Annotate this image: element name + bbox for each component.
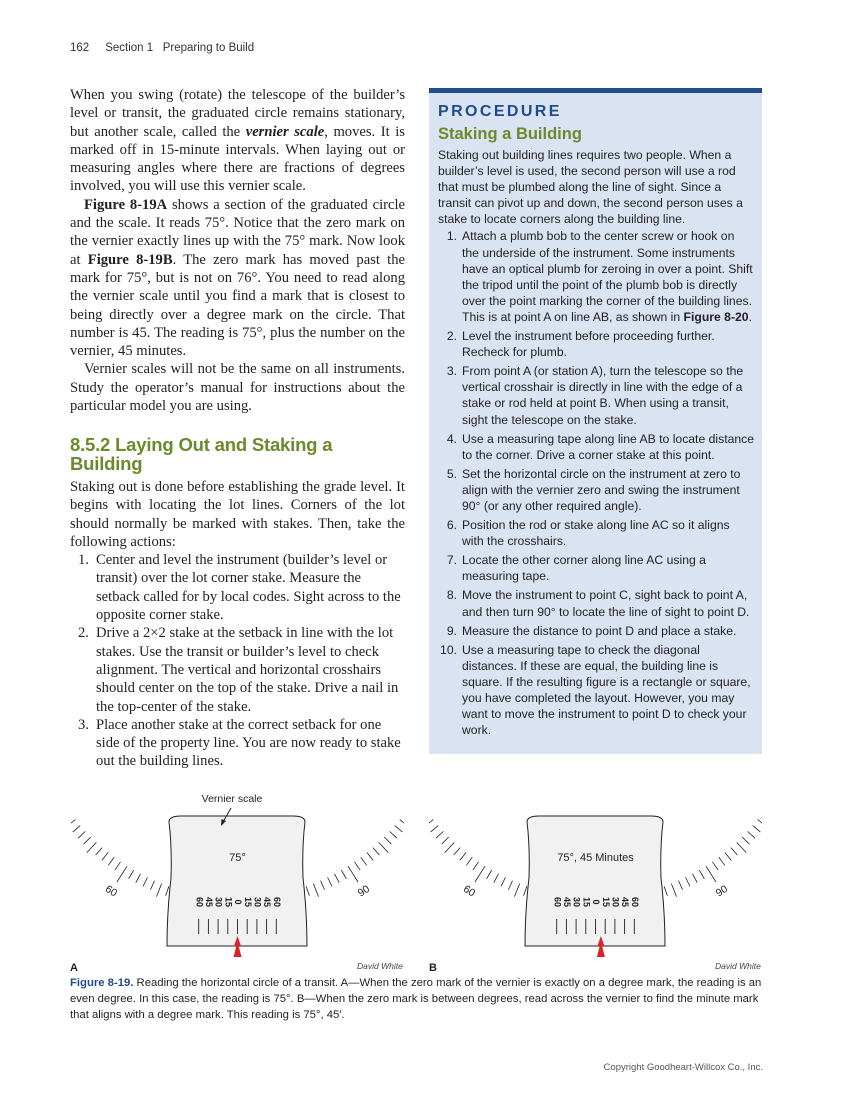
tick-mark <box>515 884 520 897</box>
tick-mark <box>87 842 97 852</box>
figure-ref-8-19b: Figure 8-19B <box>87 251 173 268</box>
paragraph-staking: Staking out is done before establishing the grade level. It begins with locating the lot lines. Corners of the lot should normally be marked with stakes. Then, take the following actions: <box>70 478 405 550</box>
tick-mark <box>436 831 443 838</box>
procedure-intro: Staking out building lines requires two people. When a builder’s level is used, the second person will use a rod that must be plumbed along the line of sight. Since a transit can pivot up and down, the second person uses a stake to locate corners along the building line. <box>438 148 743 227</box>
tick-mark <box>737 842 747 852</box>
tick-mark <box>102 853 108 861</box>
tick-mark <box>748 831 755 838</box>
list-item: 1. Center and level the instrument (builder’s level or transit) over the lot corner stake. Measure the setback called for by local codes. Sight across to the opposite corner stake. <box>78 552 401 624</box>
tick-mark <box>115 862 121 870</box>
list-item: 10. Use a measuring tape to check the diagonal distances. If these are equal, the building line is square. If the resulting figure is a rectangle or square, you have completed the layout. However, you may want to move the instrument to point D to check your work. <box>440 642 751 738</box>
list-item: 5. Set the horizontal circle on the instrument at zero to align with the vernier zero and swing the instrument 90° (or any other required angle). <box>446 466 741 513</box>
vernier-label: 15 <box>600 896 611 908</box>
tick-mark <box>129 870 134 879</box>
copyright-notice: Copyright Goodheart-Willcox Co., Inc. <box>603 1062 763 1073</box>
tick-mark <box>679 881 683 890</box>
tick-mark <box>96 848 103 856</box>
tick-mark <box>354 862 360 870</box>
list-item: 6. Position the rod or stake along line AC so it aligns with the crosshairs. <box>446 518 730 549</box>
left-step-list <box>70 551 405 771</box>
figure-panel-b <box>429 786 762 959</box>
figure-ref-8-19a: Figure 8-19A <box>84 196 168 213</box>
list-item: 9. Measure the distance to point D and place a stake. <box>446 623 737 638</box>
tick-mark <box>335 874 340 883</box>
tick-mark <box>429 820 433 826</box>
list-item: 3. Place another stake at the correct setback for one side of the property line. You are now ready to stake out the building lines. <box>78 716 401 770</box>
procedure-steps <box>438 228 754 738</box>
tick-mark <box>524 886 527 895</box>
tick-mark <box>373 848 380 856</box>
tick-mark <box>321 881 325 890</box>
caption-label: Figure 8-19. <box>70 977 134 989</box>
figure-caption <box>70 975 770 1023</box>
tick-mark <box>150 881 154 890</box>
tick-mark <box>136 874 141 883</box>
term-vernier-scale: vernier scale <box>245 123 325 140</box>
tick-mark <box>699 870 704 879</box>
procedure-title: Staking a Building <box>438 125 582 143</box>
tick-mark <box>753 826 761 833</box>
vernier-label: 60 <box>194 896 205 908</box>
circle-label: 60 <box>103 883 120 900</box>
list-item: 2. Drive a 2×2 stake at the setback in line with the lot stakes. Use the transit or builder’s level to check alignment. The vertical and horizontal crosshairs should center on the top of the stake. Drive a nail in the top-center of the stake. <box>78 625 399 715</box>
vernier-label: 60 <box>271 896 282 908</box>
tick-mark <box>143 877 147 886</box>
tick-mark <box>712 862 718 870</box>
tick-mark <box>475 866 485 882</box>
tick-mark <box>725 853 731 861</box>
tick-mark <box>395 826 403 833</box>
tick-mark <box>431 826 439 833</box>
tick-mark <box>348 866 358 882</box>
vernier-plate <box>167 816 307 946</box>
tick-mark <box>117 866 127 882</box>
list-item: 8. Move the instrument to point C, sight back to point A, and then turn 90° to locate the line of sight to point D. <box>446 588 750 619</box>
tick-mark <box>508 881 512 890</box>
tick-mark <box>454 848 461 856</box>
vernier-label: 30 <box>213 896 224 908</box>
caption-text: Reading the horizontal circle of a transit. A—When the zero mark of the vernier is exactly on a degree mark, the reading is an even degree. In this case, the reading is 75°. B—When the zero mark is between degrees, read across the vernier to find the minute mark that aligns with a degree mark. This reading is 75°, 45′. <box>70 977 762 1021</box>
vernier-diagram-b <box>429 786 762 959</box>
vernier-label: 15 <box>223 896 234 908</box>
reading-label: 75° <box>229 852 246 864</box>
list-item: 3. From point A (or station A), turn the telescope so the vertical crosshair is directly in line with the edge of a stake or rod held at point B. When using a transit, sight the telescope on the stake. <box>446 364 744 427</box>
credit-b: David White <box>715 961 761 971</box>
page-number: 162 <box>70 42 90 54</box>
tick-mark <box>731 848 738 856</box>
left-column <box>70 86 405 771</box>
list-item: 7. Locate the other corner along line AC using a measuring tape. <box>446 553 706 584</box>
paragraph-vernier: When you swing (rotate) the telescope of the builder’s level or transit, the graduated circle remains stationary, but another scale, called the vernier scale, moves. It is marked off in 15-minute intervals. When laying out or measuring angles where there are fractions of degrees involved, you will use this vernier scale. <box>70 87 405 195</box>
running-header <box>70 42 254 54</box>
vernier-label: 0 <box>591 899 602 905</box>
vernier-label: 15 <box>581 896 592 908</box>
tick-mark <box>445 842 455 852</box>
tick-mark <box>671 884 676 897</box>
vernier-label: 15 <box>242 896 253 908</box>
reading-label: 75°, 45 Minutes <box>557 852 634 864</box>
circle-label: 90 <box>355 883 372 900</box>
tick-mark <box>494 874 499 883</box>
panel-letter-a: A <box>70 962 78 974</box>
tick-mark <box>719 857 725 865</box>
tick-mark <box>306 886 309 895</box>
tick-mark <box>157 884 162 897</box>
tick-mark <box>384 837 391 844</box>
vernier-label: 45 <box>262 896 273 908</box>
tick-mark <box>460 853 466 861</box>
tick-mark <box>108 857 114 865</box>
procedure-box <box>429 88 762 754</box>
tick-mark <box>473 862 479 870</box>
vernier-label: 45 <box>204 896 215 908</box>
list-item: 4. Use a measuring tape along line AB to locate distance to the corner. Drive a corner stake at this point. <box>446 431 755 462</box>
section-title: Section 1 Preparing to Build <box>105 42 255 54</box>
figure-panel-a <box>71 786 404 959</box>
tick-mark <box>78 831 85 838</box>
tick-mark <box>742 837 749 844</box>
tick-mark <box>390 831 397 838</box>
figure-ref-8-20: Figure 8-20 <box>683 309 749 324</box>
vernier-label: 45 <box>620 896 631 908</box>
tick-mark <box>664 886 667 895</box>
tick-mark <box>693 874 698 883</box>
tick-mark <box>686 877 690 886</box>
credit-a: David White <box>357 961 403 971</box>
section-heading: 8.5.2 Laying Out and Staking a Building <box>70 434 333 474</box>
tick-mark <box>341 870 346 879</box>
vernier-label: 60 <box>629 896 640 908</box>
tick-mark <box>71 820 75 826</box>
tick-mark <box>166 886 169 895</box>
vernier-label: 30 <box>252 896 263 908</box>
tick-mark <box>367 853 373 861</box>
tick-mark <box>466 857 472 865</box>
vernier-label: 30 <box>610 896 621 908</box>
tick-mark <box>487 870 492 879</box>
vernier-label: 30 <box>571 896 582 908</box>
paragraph-figure-8-19: Figure 8-19A shows a section of the graduated circle and the scale. It reads 75°. Notice that the zero mark on the vernier exactly lines up with the 75° mark. Now look at Figure 8-19B. The zero mark has moved past the mark for 75°, but is not on 76°. You need to read along the vernier scale until you find a mark that is closest to being directly over a degree mark on the circle. That number is 45. The reading is 75°, plus the number on the vernier, 45 minutes. <box>70 196 405 360</box>
tick-mark <box>328 877 332 886</box>
circle-label: 60 <box>461 883 478 900</box>
tick-mark <box>758 820 762 826</box>
tick-mark <box>73 826 81 833</box>
tick-mark <box>706 866 716 882</box>
vernier-label: 45 <box>562 896 573 908</box>
tick-mark <box>400 820 404 826</box>
list-item: 1. Attach a plumb bob to the center screw or hook on the underside of the instrument. Some instruments have an optical plumb for zeroing in over a point. Shift the tripod until the point of the plumb bob is directly over the point marking the corner of the building lines. This is at point A on line AB, as shown in Figure 8-20. <box>446 229 753 324</box>
tick-mark <box>313 884 318 897</box>
vernier-label: 60 <box>552 896 563 908</box>
vernier-label: 0 <box>233 899 244 905</box>
procedure-label: PROCEDURE <box>438 103 562 120</box>
list-item: 2. Level the instrument before proceeding further. Recheck for plumb. <box>446 329 715 360</box>
vernier-plate <box>525 816 665 946</box>
tick-mark <box>361 857 367 865</box>
tick-mark <box>379 842 389 852</box>
paragraph-manual: Vernier scales will not be the same on all instruments. Study the operator’s manual for instructions about the particular model you are using. <box>70 361 405 415</box>
tick-mark <box>501 877 505 886</box>
circle-label: 90 <box>713 883 730 900</box>
panel-letter-b: B <box>429 962 437 974</box>
callout-label: Vernier scale <box>201 793 263 805</box>
tick-mark <box>84 837 91 844</box>
tick-mark <box>442 837 449 844</box>
vernier-diagram-a <box>71 786 404 959</box>
